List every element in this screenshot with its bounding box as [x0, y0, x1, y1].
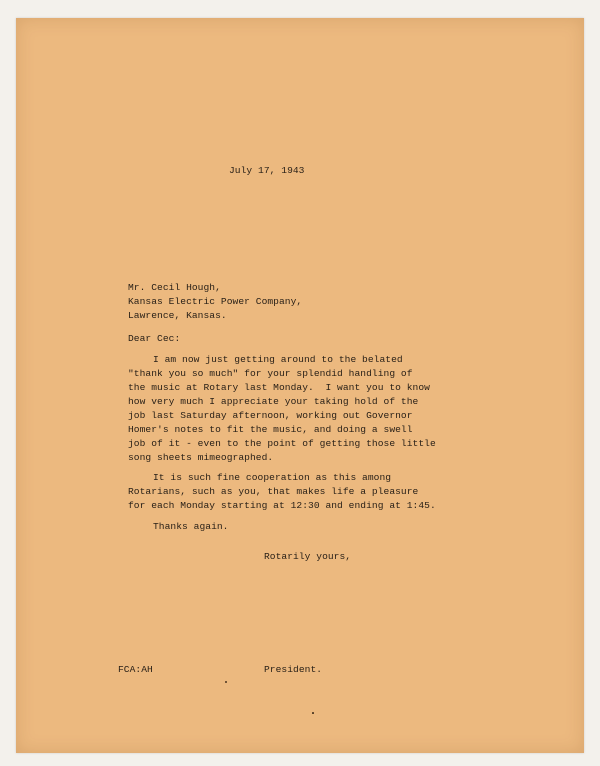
typist-initials: FCA:AH — [118, 664, 153, 675]
paragraph-1-line: song sheets mimeographed. — [128, 452, 274, 463]
letter-page — [16, 18, 584, 753]
paragraph-1-line: job of it - even to the point of getting those little — [128, 438, 436, 449]
paragraph-2-line: Rotarians, such as you, that makes life a pleasure — [128, 486, 419, 497]
paper-speck — [312, 712, 314, 714]
salutation: Dear Cec: — [128, 333, 181, 344]
paragraph-1-line: "thank you so much" for your splendid handling of — [128, 368, 413, 379]
paragraph-2-line: It is such fine cooperation as this among — [153, 472, 392, 483]
letter-date: July 17, 1943 — [229, 165, 305, 176]
paragraph-1-line: Homer's notes to fit the music, and doing a swell — [128, 424, 413, 435]
paragraph-1-line: job last Saturday afternoon, working out Governor — [128, 410, 413, 421]
paragraph-1-line: I am now just getting around to the belated — [153, 354, 403, 365]
recipient-company: Kansas Electric Power Company, — [128, 296, 303, 307]
closing: Rotarily yours, — [264, 551, 352, 562]
paper-speck — [225, 681, 227, 683]
recipient-name: Mr. Cecil Hough, — [128, 282, 221, 293]
paragraph-2-line: for each Monday starting at 12:30 and ending at 1:45. — [128, 500, 436, 511]
paragraph-1-line: how very much I appreciate your taking hold of the — [128, 396, 419, 407]
thanks-line: Thanks again. — [153, 521, 229, 532]
signature-title: President. — [264, 664, 323, 675]
paragraph-1-line: the music at Rotary last Monday. I want you to know — [128, 382, 430, 393]
recipient-city: Lawrence, Kansas. — [128, 310, 227, 321]
